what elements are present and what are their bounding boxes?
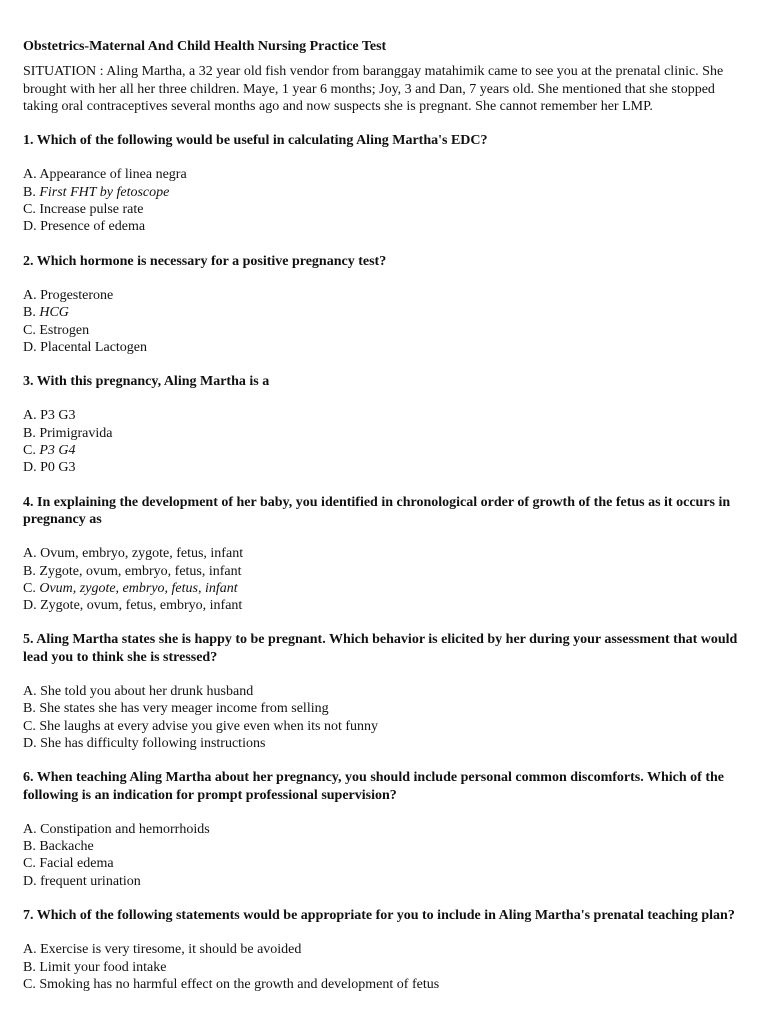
answer-option bbox=[23, 976, 745, 993]
option-letter: C. bbox=[23, 856, 36, 872]
option-letter: C. bbox=[23, 322, 36, 338]
document-title: Obstetrics-Maternal And Child Health Nursing Practice Test bbox=[23, 39, 387, 54]
option-text: Constipation and hemorrhoids bbox=[40, 821, 210, 837]
question-list bbox=[23, 132, 745, 993]
option-letter: B. bbox=[23, 184, 36, 200]
option-letter: A. bbox=[23, 684, 37, 700]
option-text: Zygote, ovum, embryo, fetus, infant bbox=[39, 563, 242, 579]
answer-options bbox=[23, 407, 745, 476]
answer-option bbox=[23, 941, 745, 958]
option-text: Appearance of linea negra bbox=[39, 167, 187, 183]
question-2: 2. Which hormone is necessary for a positive pregnancy test? bbox=[23, 253, 387, 269]
option-letter: C. bbox=[23, 202, 36, 218]
option-text: Primigravida bbox=[39, 425, 113, 441]
question-7: 7. Which of the following statements would be appropriate for you to include in Aling Martha's prenatal teaching plan? bbox=[23, 907, 735, 923]
option-text-answer: Ovum, zygote, embryo, fetus, infant bbox=[39, 580, 238, 596]
option-text-answer: HCG bbox=[39, 305, 69, 321]
answer-options bbox=[23, 166, 745, 235]
option-text: Facial edema bbox=[39, 856, 114, 872]
answer-option bbox=[23, 683, 745, 700]
option-text: Estrogen bbox=[39, 322, 90, 338]
option-text: She told you about her drunk husband bbox=[40, 684, 254, 700]
answer-option bbox=[23, 873, 745, 890]
option-letter: B. bbox=[23, 425, 36, 441]
answer-option bbox=[23, 407, 745, 424]
option-letter: C. bbox=[23, 718, 36, 734]
option-text-answer: First FHT by fetoscope bbox=[39, 184, 170, 200]
answer-option bbox=[23, 304, 745, 321]
question-5: 5. Aling Martha states she is happy to be pregnant. Which behavior is elicited by her during your assessment that would lead you to think she is stressed? bbox=[23, 632, 738, 665]
option-letter: D. bbox=[23, 339, 37, 355]
answer-options bbox=[23, 287, 745, 356]
answer-option bbox=[23, 201, 745, 218]
question-4: 4. In explaining the development of her baby, you identified in chronological order of growth of the fetus as it occurs in pregnancy as bbox=[23, 494, 731, 527]
option-text: Zygote, ovum, fetus, embryo, infant bbox=[40, 598, 243, 614]
answer-option bbox=[23, 459, 745, 476]
option-text: Increase pulse rate bbox=[39, 202, 144, 218]
answer-options bbox=[23, 683, 745, 752]
option-letter: B. bbox=[23, 305, 36, 321]
option-text-answer: P3 G4 bbox=[39, 443, 76, 459]
option-letter: B. bbox=[23, 839, 36, 855]
option-letter: A. bbox=[23, 942, 37, 958]
answer-option bbox=[23, 184, 745, 201]
option-letter: A. bbox=[23, 546, 37, 562]
answer-option bbox=[23, 425, 745, 442]
answer-option bbox=[23, 700, 745, 717]
option-text: Smoking has no harmful effect on the growth and development of fetus bbox=[39, 976, 440, 992]
answer-option bbox=[23, 563, 745, 580]
option-text: Progesterone bbox=[40, 287, 114, 303]
question-3: 3. With this pregnancy, Aling Martha is a bbox=[23, 374, 270, 390]
situation-paragraph: SITUATION : Aling Martha, a 32 year old fish vendor from baranggay matahimik came to see you at the prenatal clinic. She brought with her all her three children. Maye, 1 year 6 months; Joy, 3 and Dan, 7 years old. She mentioned that she stopped taking oral contraceptives several months ago and now suspects she is pregnant. She cannot remember her LMP. bbox=[23, 64, 724, 114]
answer-options bbox=[23, 545, 745, 614]
answer-option bbox=[23, 855, 745, 872]
answer-option bbox=[23, 597, 745, 614]
answer-option bbox=[23, 287, 745, 304]
option-letter: B. bbox=[23, 701, 36, 717]
question-1: 1. Which of the following would be useful in calculating Aling Martha's EDC? bbox=[23, 133, 488, 149]
answer-option bbox=[23, 959, 745, 976]
option-text: Presence of edema bbox=[40, 219, 146, 235]
option-text: P3 G3 bbox=[40, 408, 76, 424]
option-letter: D. bbox=[23, 460, 37, 476]
option-text: She laughs at every advise you give even when its not funny bbox=[39, 718, 378, 734]
option-letter: B. bbox=[23, 563, 36, 579]
option-text: Ovum, embryo, zygote, fetus, infant bbox=[40, 546, 244, 562]
option-letter: A. bbox=[23, 287, 37, 303]
option-letter: B. bbox=[23, 959, 36, 975]
document-page bbox=[23, 38, 745, 1010]
question-6: 6. When teaching Aling Martha about her pregnancy, you should include personal common discomforts. Which of the following is an indication for prompt professional supervision? bbox=[23, 770, 724, 803]
answer-option bbox=[23, 442, 745, 459]
option-letter: A. bbox=[23, 821, 37, 837]
option-text: Placental Lactogen bbox=[40, 339, 148, 355]
option-text: Exercise is very tiresome, it should be avoided bbox=[40, 942, 302, 958]
option-letter: C. bbox=[23, 443, 36, 459]
option-text: frequent urination bbox=[40, 873, 141, 889]
answer-option bbox=[23, 322, 745, 339]
option-letter: D. bbox=[23, 873, 37, 889]
answer-options bbox=[23, 941, 745, 993]
answer-option bbox=[23, 735, 745, 752]
answer-option bbox=[23, 580, 745, 597]
option-letter: D. bbox=[23, 735, 37, 751]
option-letter: C. bbox=[23, 580, 36, 596]
option-text: She states she has very meager income from selling bbox=[39, 701, 329, 717]
option-text: P0 G3 bbox=[40, 460, 76, 476]
option-letter: A. bbox=[23, 167, 37, 183]
option-text: Backache bbox=[39, 839, 94, 855]
answer-option bbox=[23, 838, 745, 855]
option-letter: D. bbox=[23, 219, 37, 235]
answer-option bbox=[23, 166, 745, 183]
option-letter: D. bbox=[23, 598, 37, 614]
option-text: Limit your food intake bbox=[39, 959, 167, 975]
answer-option bbox=[23, 545, 745, 562]
answer-option bbox=[23, 218, 745, 235]
answer-option bbox=[23, 821, 745, 838]
answer-option bbox=[23, 718, 745, 735]
option-letter: C. bbox=[23, 976, 36, 992]
answer-option bbox=[23, 339, 745, 356]
option-letter: A. bbox=[23, 408, 37, 424]
answer-options bbox=[23, 821, 745, 890]
option-text: She has difficulty following instructions bbox=[40, 735, 266, 751]
